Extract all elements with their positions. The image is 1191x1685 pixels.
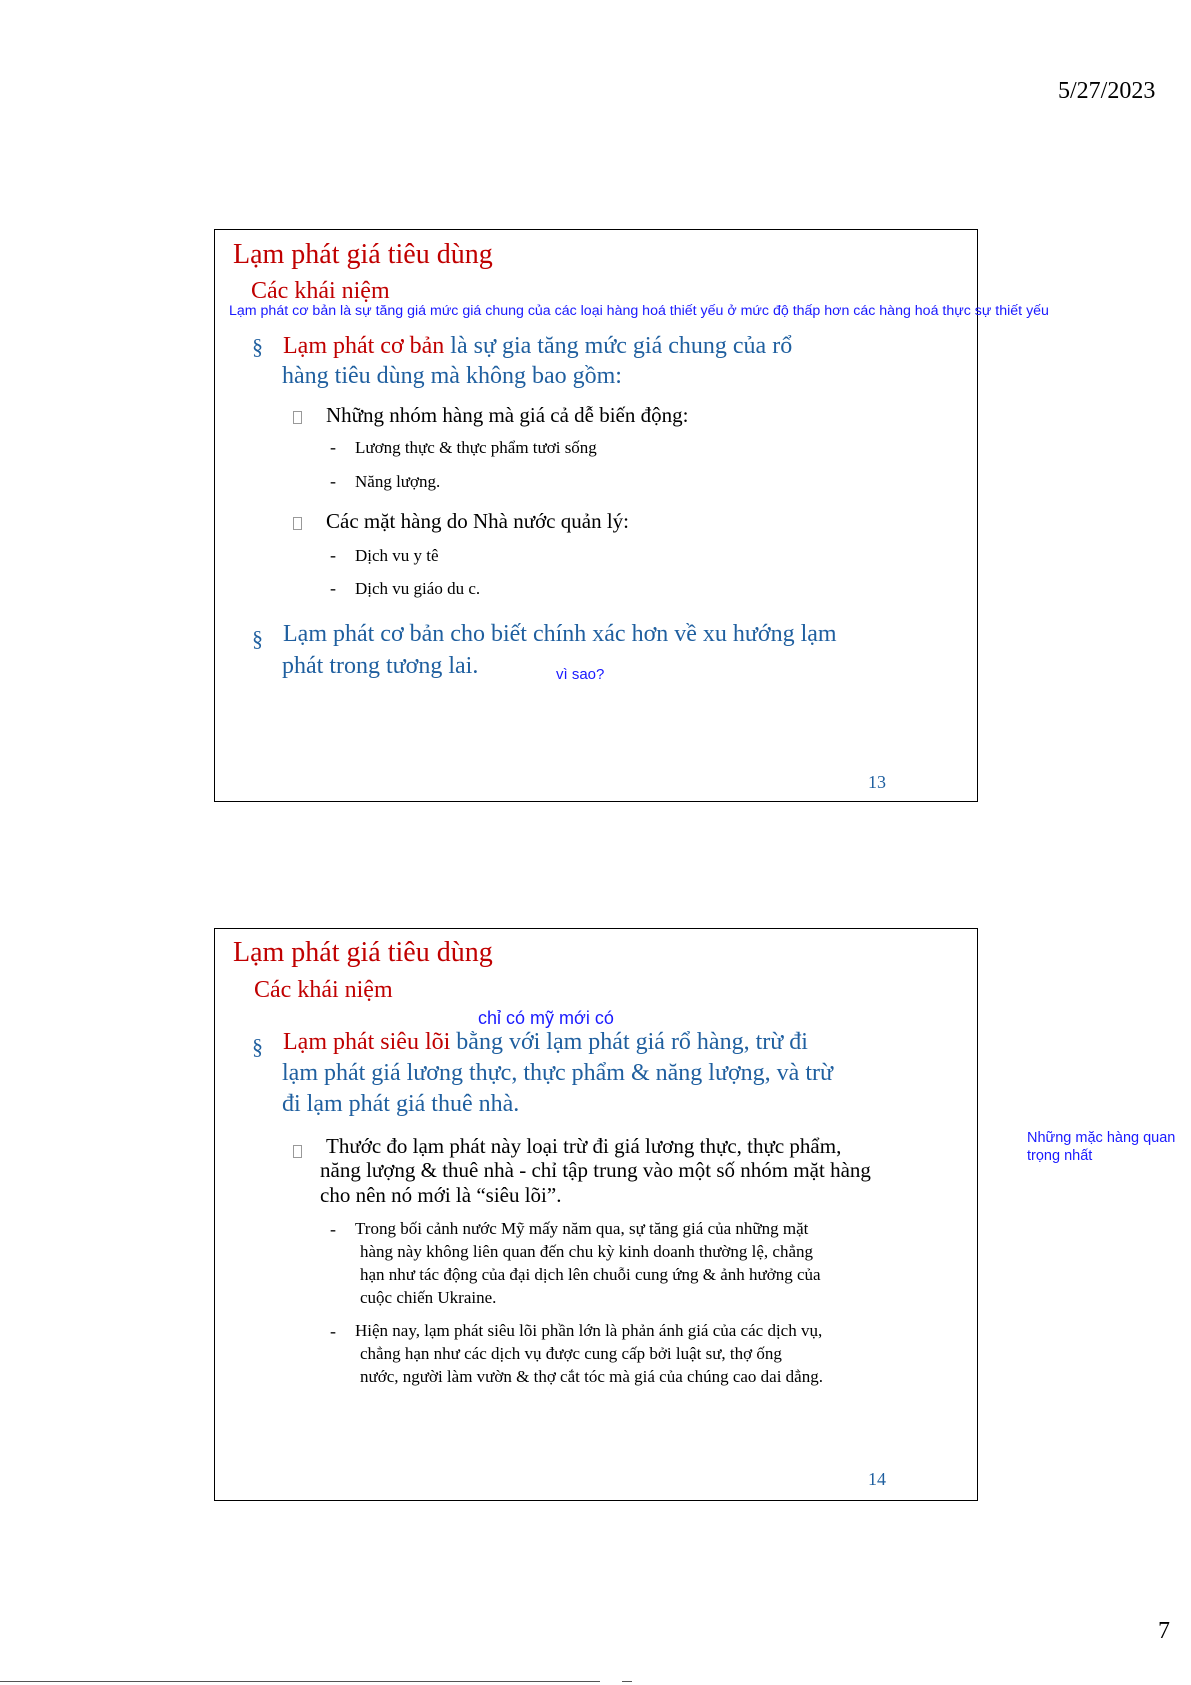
- slide2-number: 14: [868, 1469, 886, 1489]
- bottom-rule-fragment: [622, 1681, 632, 1682]
- slide2-item2-line3: nước, người làm vườn & thợ cắt tóc mà giá của chúng cao dai dẳng.: [360, 1367, 823, 1386]
- slide2-bullet1-line3: đi lạm phát giá thuê nhà.: [282, 1091, 520, 1117]
- slide2-item1-line2: hàng này không liên quan đến chu kỳ kinh doanh thường lệ, chẳng: [360, 1242, 814, 1261]
- slide1-sub2-item1-dash: -: [330, 545, 336, 565]
- slide2-subtitle: Các khái niệm: [254, 977, 393, 1003]
- slide1-sub1-marker: [293, 404, 302, 429]
- slide2-bullet1-line2: lạm phát giá lương thực, thực phẩm & năng lượng, và trừ: [282, 1060, 833, 1086]
- slide2-sub1-marker: [293, 1138, 302, 1163]
- slide2-title: Lạm phát giá tiêu dùng: [233, 937, 493, 968]
- slide2-bullet1-marker: §: [252, 1034, 263, 1059]
- slide2-sub1-line3: cho nên nó mới là “siêu lõi”.: [320, 1183, 562, 1207]
- slide1-annotation-why: vì sao?: [556, 666, 605, 683]
- slide1-sub1-item1-dash: -: [330, 437, 336, 457]
- slide1-sub1-item2-dash: -: [330, 471, 336, 491]
- slide2-bullet1-line1: [283, 1027, 808, 1057]
- slide1-bullet1-text: là sự gia tăng mức giá chung của rổ: [444, 333, 793, 359]
- slide2-item2-line2: chẳng hạn như các dịch vụ được cung cấp bởi luật sư, thợ ống: [360, 1344, 782, 1363]
- slide1-sub1-text: Những nhóm hàng mà giá cả dễ biến động:: [326, 403, 689, 427]
- slide1-sub2-item1: Dịch vu y tê: [355, 546, 439, 565]
- slide1-title: Lạm phát giá tiêu dùng: [233, 239, 493, 270]
- slide1-bullet2-marker: §: [252, 626, 263, 651]
- slide1-sub2-item2-dash: -: [330, 578, 336, 598]
- slide1-bullet1-line2: hàng tiêu dùng mà không bao gồm:: [282, 363, 622, 389]
- slide2-sub1-line1: Thước đo lạm phát này loại trừ đi giá lương thực, thực phẩm,: [326, 1134, 842, 1158]
- side-annotation-line1: Những mặc hàng quan: [1027, 1130, 1176, 1146]
- slide1-bullet1-marker: §: [252, 334, 263, 359]
- slide1-number: 13: [868, 772, 886, 792]
- slide2-item1-line4: cuộc chiến Ukraine.: [360, 1288, 497, 1307]
- slide2-item2-line1: Hiện nay, lạm phát siêu lõi phần lớn là phản ánh giá của các dịch vụ,: [355, 1321, 823, 1340]
- slide2-item1-line1: Trong bối cảnh nước Mỹ mấy năm qua, sự tăng giá của những mặt: [355, 1219, 809, 1238]
- slide1-bullet1-line1: [283, 331, 792, 361]
- slide1-bullet2-line1: Lạm phát cơ bản cho biết chính xác hơn về xu hướng lạm: [283, 621, 837, 647]
- slide1-sub1-item1: Lương thực & thực phẩm tươi sống: [355, 438, 597, 457]
- slide1-annotation-definition: Lạm phát cơ bản là sự tăng giá mức giá chung của các loại hàng hoá thiết yếu ở mức độ thấp hơn các hàng hoá thực sự thiết yếu: [229, 303, 1049, 319]
- page-date: 5/27/2023: [1058, 78, 1156, 104]
- slide1-sub2-text: Các mặt hàng do Nhà nước quản lý:: [326, 509, 629, 533]
- slide1-sub1-item2: Năng lượng.: [355, 472, 441, 491]
- slide2-sub1-line2: năng lượng & thuê nhà - chỉ tập trung vào một số nhóm mặt hàng: [320, 1158, 871, 1182]
- bottom-rule: [0, 1681, 600, 1682]
- slide2-item2-dash: -: [330, 1321, 336, 1341]
- slide1-subtitle: Các khái niệm: [251, 278, 390, 304]
- page-number: 7: [1158, 1618, 1170, 1644]
- slide2-item1-line3: hạn như tác động của đại dịch lên chuỗi cung ứng & ảnh hưởng của: [360, 1265, 821, 1284]
- slide1-bullet2-line2: phát trong tương lai.: [282, 653, 479, 679]
- slide1-sub2-item2: Dịch vu giáo du c.: [355, 579, 481, 598]
- slide1-sub2-marker: [293, 510, 302, 535]
- slide2-bullet1-text: bằng với lạm phát giá rổ hàng, trừ đi: [450, 1029, 808, 1055]
- slide2-bullet1-term: Lạm phát siêu lõi: [283, 1029, 451, 1055]
- slide1-bullet1-term: Lạm phát cơ bản: [283, 333, 445, 359]
- side-annotation-line2: trọng nhất: [1027, 1148, 1093, 1164]
- slide2-item1-dash: -: [330, 1219, 336, 1239]
- slide2-annotation-us-only: chỉ có mỹ mới có: [478, 1008, 614, 1028]
